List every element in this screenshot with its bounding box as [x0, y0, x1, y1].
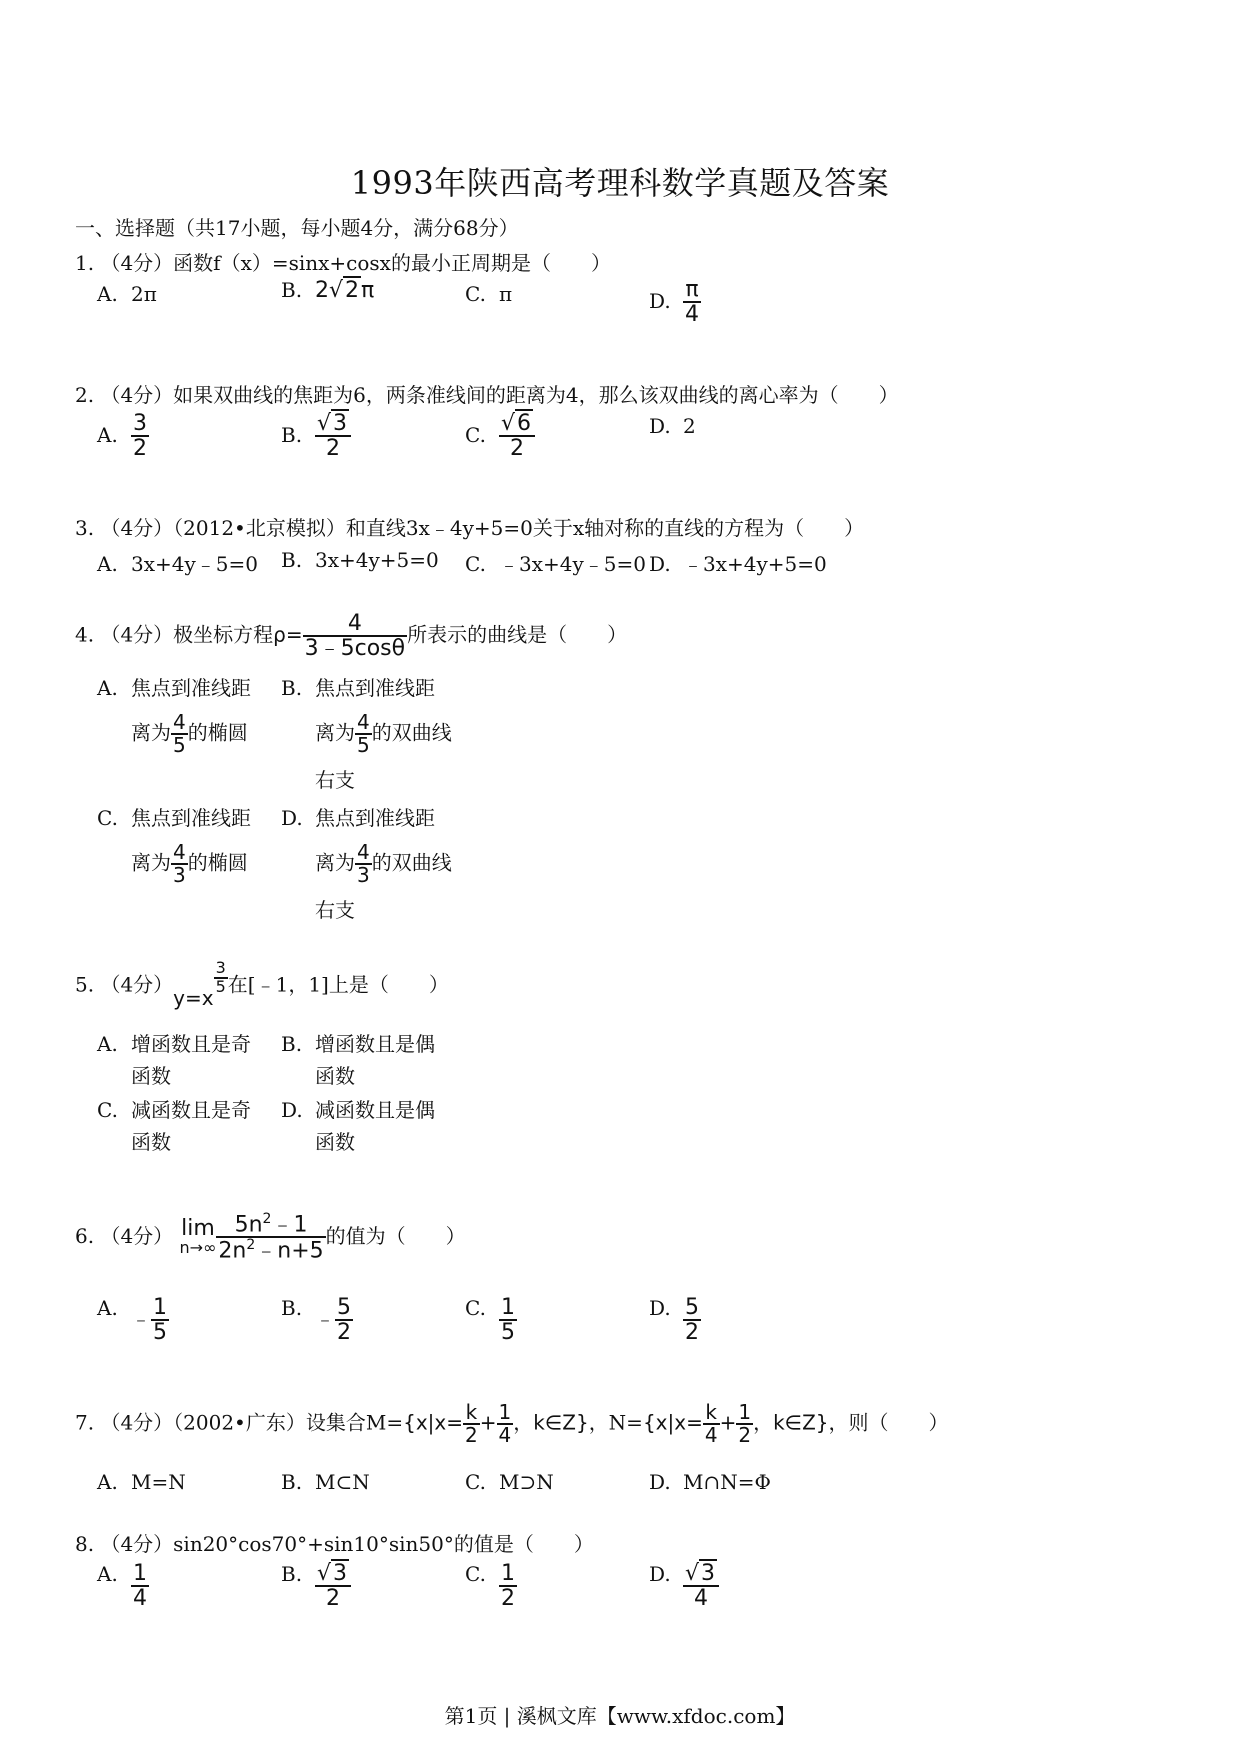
q6-option-a: A. ﹣ $\frac{1}{5}$ — [97, 1295, 167, 1346]
q8-option-b: B. $\frac{√3}{2}$ — [281, 1562, 351, 1610]
q3-option-d: D. ﹣3x+4y+5=0 — [649, 552, 827, 576]
question-8: 8. （4分）sin20°cos70°+sin10°sin50°的值是（ ） — [75, 1532, 594, 1556]
q5-option-d: D. 减函数且是偶 函数 — [281, 1098, 435, 1154]
section-heading: 一、选择题（共17小题，每小题4分，满分68分） — [75, 216, 519, 240]
page-title: 1993年陕西高考理科数学真题及答案 — [350, 164, 890, 202]
q3-option-c: C. ﹣3x+4y﹣5=0 — [465, 552, 646, 576]
q5-option-c: C. 减函数且是奇 函数 — [97, 1098, 251, 1154]
q4-option-b: B. 焦点到准线距 离为 $\frac{4}{5}$ 的双曲线 右支 — [281, 676, 452, 792]
q1-option-a: A. 2π — [97, 282, 157, 306]
q6-option-d: D. $\frac{5}{2}$ — [649, 1295, 699, 1346]
question-2: 2. （4分）如果双曲线的焦距为6，两条准线间的距离为4，那么该双曲线的离心率为（ ） — [75, 383, 899, 407]
q2-option-a: A. $\frac{3}{2}$ — [97, 411, 147, 462]
q6-option-c: C. $\frac{1}{5}$ — [465, 1295, 515, 1346]
page-footer: 第1页 | 溪枫文库【www.xfdoc.com】 — [444, 1704, 796, 1728]
q2-option-c: C. $\frac{√6}{2}$ — [465, 412, 535, 460]
question-1: 1. （4分）函数f（x）=sinx+cosx的最小正周期是（ ） — [75, 251, 611, 275]
q7-option-b: B. M⊂N — [281, 1470, 370, 1494]
q8-option-c: C. $\frac{1}{2}$ — [465, 1561, 515, 1612]
q4-option-a: A. 焦点到准线距 离为 $\frac{4}{5}$ 的椭圆 — [97, 676, 251, 757]
question-4: 4. （4分）极坐标方程ρ= $\frac{4}{3﹣5\cos\theta}$ 所表示的曲线是（ ） — [75, 611, 628, 662]
q7-option-c: C. M⊃N — [465, 1470, 554, 1494]
q1-option-b: B. 2√2π — [281, 278, 375, 303]
q7-option-d: D. M∩N=Φ — [649, 1470, 771, 1494]
q3-option-a: A. 3x+4y﹣5=0 — [97, 552, 258, 576]
q1-option-c: C. π — [465, 282, 513, 306]
q2-option-d: D. 2 — [649, 414, 696, 438]
q5-option-b: B. 增函数且是偶 函数 — [281, 1032, 435, 1088]
q3-option-b: B. 3x+4y+5=0 — [281, 548, 439, 572]
question-6: 6. （4分） lim n→∞ $\frac{5n^2﹣1}{2n^2﹣n+5}$ 的值为（ ） — [75, 1211, 466, 1264]
q4-option-c: C. 焦点到准线距 离为 $\frac{4}{3}$ 的椭圆 — [97, 806, 251, 887]
q4-option-d: D. 焦点到准线距 离为 $\frac{4}{3}$ 的双曲线 右支 — [281, 806, 452, 922]
q8-option-d: D. $\frac{√3}{4}$ — [649, 1562, 719, 1610]
question-7: 7. （4分）（2002•广东）设集合M={x|x= $\frac{k}{2}$ + $\frac{1}{4}$ ，k∈Z}，N={x|x= $\frac{k}{4}$ + $\frac{1}{2}$ ，k∈Z}，则（ ） — [75, 1400, 949, 1447]
q8-option-a: A. $\frac{1}{4}$ — [97, 1561, 147, 1612]
question-3: 3. （4分）（2012•北京模拟）和直线3x﹣4y+5=0关于x轴对称的直线的方程为（ ） — [75, 516, 865, 540]
q2-option-b: B. $\frac{√3}{2}$ — [281, 412, 351, 460]
q7-option-a: A. M=N — [97, 1470, 186, 1494]
q1-option-d: D. $\frac{\pi}{4}$ — [649, 277, 699, 328]
question-5: 5. （4分）y=x $\frac{3}{5}$ 在[﹣1，1]上是（ ） — [75, 958, 449, 1011]
q6-option-b: B. ﹣ $\frac{5}{2}$ — [281, 1295, 351, 1346]
q5-option-a: A. 增函数且是奇 函数 — [97, 1032, 251, 1088]
